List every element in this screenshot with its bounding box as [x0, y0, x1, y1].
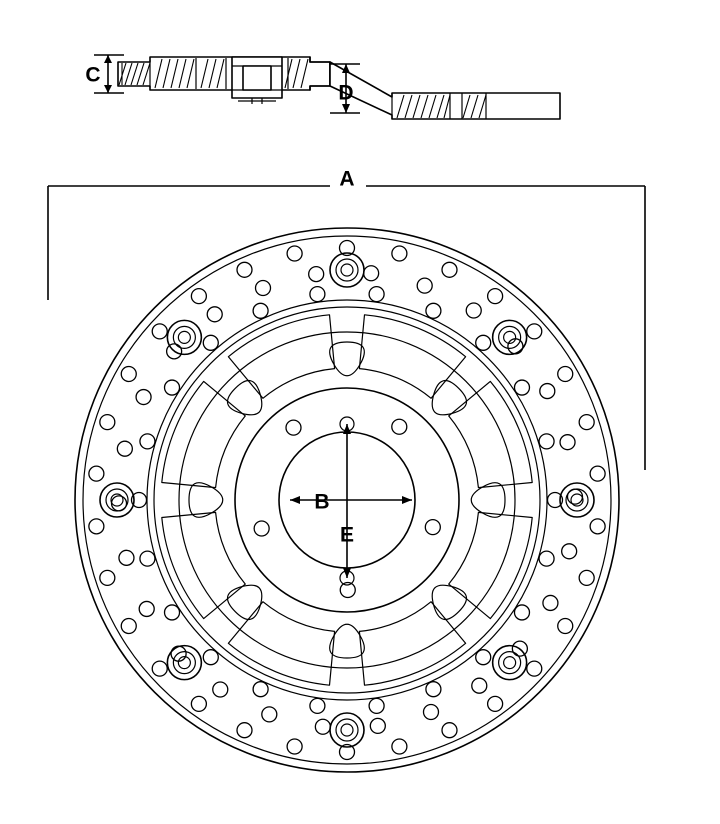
- float-button-mid: [499, 652, 521, 674]
- drilled-hole: [89, 519, 104, 534]
- drilled-hole: [191, 289, 206, 304]
- drilled-hole: [287, 739, 302, 754]
- drilled-hole: [237, 723, 252, 738]
- float-button-inner: [341, 264, 353, 276]
- dimension-label-c: C: [85, 63, 101, 87]
- drilled-hole: [253, 682, 268, 697]
- drilled-hole: [488, 289, 503, 304]
- drilled-hole: [562, 544, 577, 559]
- drilled-hole: [256, 281, 271, 296]
- drilled-hole: [364, 266, 379, 281]
- float-button-outer: [167, 320, 201, 354]
- float-button-inner: [504, 657, 516, 669]
- drilled-hole: [213, 682, 228, 697]
- drilled-hole: [560, 435, 575, 450]
- drilled-hole: [442, 723, 457, 738]
- drilled-hole: [100, 415, 115, 430]
- hub-mounting-hole: [254, 521, 269, 536]
- drilled-hole: [152, 324, 167, 339]
- carrier-pocket: [432, 381, 466, 415]
- drilled-hole: [191, 696, 206, 711]
- drilled-hole: [152, 661, 167, 676]
- drilled-hole: [514, 380, 529, 395]
- drilled-hole: [392, 246, 407, 261]
- carrier-pocket: [228, 585, 262, 619]
- dimension-label-d: D: [338, 81, 354, 105]
- drilled-hole: [476, 335, 491, 350]
- drilled-hole: [136, 390, 151, 405]
- drilled-hole: [590, 466, 605, 481]
- drilled-hole: [165, 380, 180, 395]
- dimension-label-a: A: [339, 167, 355, 191]
- carrier-pocket: [432, 585, 466, 619]
- drilled-hole: [590, 519, 605, 534]
- drilled-hole: [165, 605, 180, 620]
- carrier-window: [228, 315, 334, 399]
- hub-mounting-hole: [425, 520, 440, 535]
- drilled-hole: [514, 605, 529, 620]
- drilled-hole: [558, 367, 573, 382]
- drilled-hole: [309, 267, 324, 282]
- drilled-hole: [287, 246, 302, 261]
- carrier-window: [162, 381, 246, 487]
- drilled-hole: [539, 551, 554, 566]
- drilled-hole: [253, 303, 268, 318]
- dimension-e: [340, 417, 354, 585]
- side-section-view: [85, 55, 560, 119]
- drilled-hole: [310, 698, 325, 713]
- drilled-hole: [370, 718, 385, 733]
- drilled-hole: [139, 601, 154, 616]
- dimension-label-e: E: [339, 523, 355, 547]
- float-button-outer: [330, 713, 364, 747]
- drilled-hole: [140, 551, 155, 566]
- drilled-hole: [527, 661, 542, 676]
- drilled-hole: [543, 595, 558, 610]
- carrier-pocket: [330, 342, 365, 376]
- drilled-hole: [203, 650, 218, 665]
- drilled-hole: [237, 262, 252, 277]
- drilled-hole: [472, 678, 487, 693]
- drilled-hole: [121, 619, 136, 634]
- drilled-hole: [417, 278, 432, 293]
- float-button-inner: [341, 724, 353, 736]
- drilled-hole: [119, 550, 134, 565]
- dimension-b: [290, 496, 412, 504]
- hub-mounting-hole: [392, 419, 407, 434]
- drilled-hole: [140, 434, 155, 449]
- drilled-hole: [117, 441, 132, 456]
- carrier-window: [162, 512, 246, 618]
- carrier-pocket: [189, 483, 223, 518]
- drilled-hole: [262, 707, 277, 722]
- drilled-hole: [426, 682, 441, 697]
- carrier-pocket: [471, 483, 505, 518]
- drilled-hole: [442, 262, 457, 277]
- drilled-hole: [540, 384, 555, 399]
- center-boss-section: [232, 57, 282, 104]
- front-view: [48, 168, 645, 772]
- carrier-window: [449, 512, 533, 618]
- drilled-hole: [579, 570, 594, 585]
- float-button-inner: [178, 331, 190, 343]
- lower-disc-profile: [330, 62, 560, 119]
- carrier-window: [449, 381, 533, 487]
- drilled-hole: [310, 287, 325, 302]
- drilled-hole: [488, 696, 503, 711]
- drilled-hole: [369, 698, 384, 713]
- drilled-hole: [423, 704, 438, 719]
- carrier-window: [359, 315, 465, 399]
- carrier-pocket: [228, 381, 262, 415]
- drilled-hole: [527, 324, 542, 339]
- carrier-window: [228, 602, 334, 686]
- drilled-hole: [89, 466, 104, 481]
- drilled-hole: [207, 307, 222, 322]
- drilled-hole: [121, 367, 136, 382]
- drilled-hole: [579, 415, 594, 430]
- drilled-hole: [476, 650, 491, 665]
- carrier-pocket: [330, 624, 365, 658]
- float-button-mid: [336, 719, 358, 741]
- drilled-hole: [369, 287, 384, 302]
- float-button-outer: [330, 253, 364, 287]
- float-button-mid: [173, 326, 195, 348]
- dimension-label-b: B: [314, 490, 330, 514]
- drilled-hole: [539, 434, 554, 449]
- drilled-hole: [203, 335, 218, 350]
- drilled-hole: [100, 570, 115, 585]
- float-button-mid: [336, 259, 358, 281]
- drilled-hole: [466, 303, 481, 318]
- hub-mounting-hole: [286, 420, 301, 435]
- drilled-hole: [558, 619, 573, 634]
- carrier-window: [359, 602, 465, 686]
- drilled-hole: [315, 719, 330, 734]
- drilled-hole: [426, 303, 441, 318]
- drilled-hole: [392, 739, 407, 754]
- float-button-outer: [493, 646, 527, 680]
